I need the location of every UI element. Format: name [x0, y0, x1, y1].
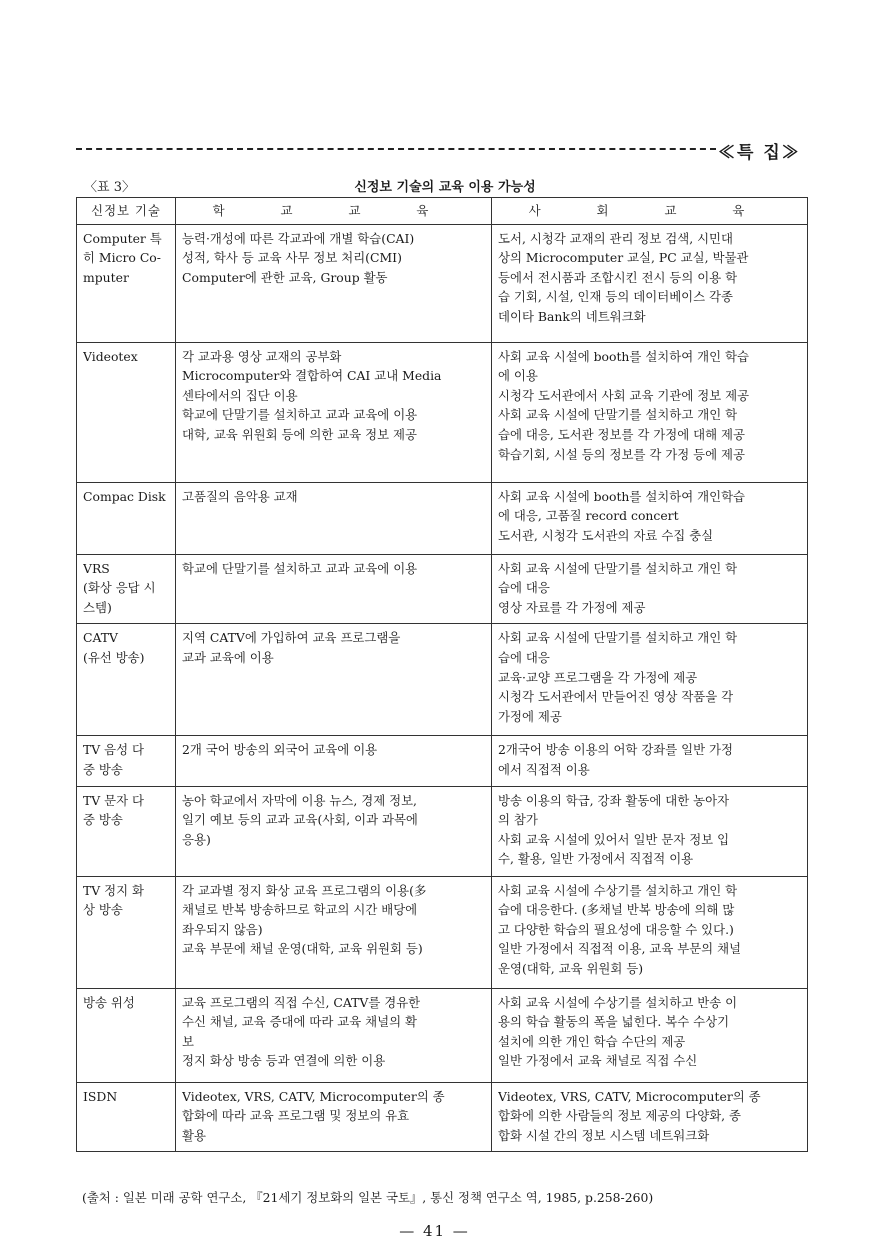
cell-tech — [77, 786, 176, 876]
header-social: 사 회 교 육 — [492, 198, 808, 225]
table-row — [77, 988, 808, 1082]
table-row — [77, 224, 808, 342]
cell-tech — [77, 554, 176, 624]
cell-text-line: TV 문자 다 — [83, 792, 144, 808]
table-row — [77, 736, 808, 786]
cell-text-line: 대학, 교육 위원회 등에 의한 교육 정보 제공 — [182, 426, 417, 442]
cell-text-line: 시청각 도서관에서 사회 교육 기관에 정보 제공 — [498, 387, 750, 403]
cell-text-line: 습에 대응, 도서관 정보를 각 가정에 대해 제공 — [498, 426, 745, 442]
table-row — [77, 482, 808, 554]
header-divider — [76, 148, 716, 150]
cell-text-line: 합화에 의한 사람들의 정보 제공의 다양화, 종 — [498, 1108, 742, 1124]
cell-school — [176, 224, 492, 342]
cell-text-line: 능력·개성에 따른 각교과에 개별 학습(CAI) — [182, 230, 415, 246]
cell-text-line: Computer에 관한 교육, Group 활동 — [182, 269, 388, 285]
cell-social — [492, 624, 808, 736]
table-row — [77, 624, 808, 736]
cell-text-line: 지역 CATV에 가입하여 교육 프로그램을 — [182, 630, 401, 646]
cell-text-line: 합화 시설 간의 정보 시스템 네트워크화 — [498, 1127, 710, 1143]
cell-text-line: Videotex, VRS, CATV, Microcomputer의 종 — [498, 1088, 761, 1104]
cell-text-line: 에서 직접적 이용 — [498, 761, 590, 777]
cell-tech — [77, 482, 176, 554]
cell-text-line: 습에 대응 — [498, 649, 550, 665]
cell-text-line: 시청각 도서관에서 만들어진 영상 작품을 각 — [498, 689, 734, 705]
table-row — [77, 1082, 808, 1152]
cell-text-line: 센타에서의 집단 이용 — [182, 387, 298, 403]
cell-text-line: 보 — [182, 1033, 194, 1049]
cell-text-line: 교육 부문에 채널 운영(대학, 교육 위원회 등) — [182, 941, 423, 957]
cell-text-line: 상 방송 — [83, 902, 123, 918]
cell-text-line: 히 Micro Co- — [83, 250, 161, 266]
cell-text-line: 도서, 시청각 교재의 관리 정보 검색, 시민대 — [498, 230, 733, 246]
cell-school — [176, 1082, 492, 1152]
cell-text-line: 에 대응, 고품질 record concert — [498, 508, 679, 524]
cell-text-line: Videotex — [83, 348, 138, 364]
cell-text-line: 각 교과별 정지 화상 교육 프로그램의 이용(多 — [182, 882, 427, 898]
cell-tech — [77, 224, 176, 342]
cell-text-line: 사회 교육 시설에 있어서 일반 문자 정보 입 — [498, 831, 730, 847]
cell-text-line: 농아 학교에서 자막에 이용 뉴스, 경제 정보, — [182, 792, 417, 808]
cell-text-line: 등에서 전시품과 조합시킨 전시 등의 이용 학 — [498, 269, 738, 285]
cell-text-line: Computer 특 — [83, 230, 162, 246]
cell-social — [492, 876, 808, 988]
cell-social — [492, 736, 808, 786]
table-row — [77, 342, 808, 482]
cell-tech — [77, 988, 176, 1082]
cell-text-line: 학습기회, 시설 등의 정보를 각 가정 등에 제공 — [498, 446, 745, 462]
cell-school — [176, 624, 492, 736]
cell-text-line: 교과 교육에 이용 — [182, 649, 274, 665]
cell-text-line: 사회 교육 시설에 booth를 설치하여 개인 학습 — [498, 348, 749, 364]
cell-text-line: 수, 활용, 일반 가정에서 직접적 이용 — [498, 851, 694, 867]
cell-text-line: VRS — [83, 560, 110, 576]
cell-text-line: 학교에 단말기를 설치하고 교과 교육에 이용 — [182, 560, 418, 576]
cell-text-line: 사회 교육 시설에 단말기를 설치하고 개인 학 — [498, 560, 738, 576]
cell-tech — [77, 342, 176, 482]
cell-text-line: Videotex, VRS, CATV, Microcomputer의 종 — [182, 1088, 445, 1104]
cell-text-line: (유선 방송) — [83, 649, 145, 665]
cell-text-line: 방송 위성 — [83, 994, 135, 1010]
page-number: — 41 — — [399, 1222, 470, 1240]
table-label: 〈표 3〉 — [84, 180, 135, 195]
cell-text-line: 사회 교육 시설에 수상기를 설치하고 개인 학 — [498, 882, 738, 898]
cell-school — [176, 736, 492, 786]
table-title: 신정보 기술의 교육 이용 가능성 — [354, 180, 536, 195]
cell-text-line: 일기 예보 등의 교과 교육(사회, 이과 과목에 — [182, 812, 418, 828]
cell-tech — [77, 876, 176, 988]
cell-text-line: 사회 교육 시설에 단말기를 설치하고 개인 학 — [498, 407, 738, 423]
cell-text-line: 교육·교양 프로그램을 각 가정에 제공 — [498, 669, 698, 685]
cell-social — [492, 554, 808, 624]
cell-text-line: 2개 국어 방송의 외국어 교육에 이용 — [182, 742, 378, 758]
cell-text-line: 습에 대응한다. (多채널 반복 방송에 의해 많 — [498, 902, 735, 918]
cell-text-line: 상의 Microcomputer 교실, PC 교실, 박물관 — [498, 250, 749, 266]
table-header-row — [77, 198, 808, 225]
table-row — [77, 876, 808, 988]
cell-text-line: 방송 이용의 학급, 강좌 활동에 대한 농아자 — [498, 792, 730, 808]
cell-text-line: 일반 가정에서 직접적 이용, 교육 부문의 채널 — [498, 941, 742, 957]
cell-text-line: CATV — [83, 630, 118, 646]
cell-text-line: 용의 학습 활동의 폭을 넓힌다. 복수 수상기 — [498, 1014, 730, 1030]
cell-text-line: 도서관, 시청각 도서관의 자료 수집 충실 — [498, 527, 714, 543]
cell-text-line: Microcomputer와 결합하여 CAI 교내 Media — [182, 368, 442, 384]
cell-text-line: Compac Disk — [83, 488, 166, 504]
cell-text-line: 사회 교육 시설에 단말기를 설치하고 개인 학 — [498, 630, 738, 646]
cell-text-line: 좌우되지 않음) — [182, 921, 263, 937]
cell-text-line: 고 다양한 학습의 필요성에 대응할 수 있다.) — [498, 921, 734, 937]
table-row — [77, 554, 808, 624]
cell-text-line: (화상 응답 시 — [83, 580, 156, 596]
cell-text-line: 일반 가정에서 교육 채널로 직접 수신 — [498, 1053, 698, 1069]
cell-text-line: 교육 프로그램의 직접 수신, CATV를 경유한 — [182, 994, 421, 1010]
cell-text-line: 활용 — [182, 1127, 206, 1143]
cell-text-line: 사회 교육 시설에 booth를 설치하여 개인학습 — [498, 488, 746, 504]
header-school: 학 교 교 육 — [176, 198, 492, 225]
cell-text-line: 습 기회, 시설, 인재 등의 데이터베이스 각종 — [498, 289, 733, 305]
cell-text-line: 운영(대학, 교육 위원회 등) — [498, 960, 644, 976]
cell-text-line: 가정에 제공 — [498, 708, 562, 724]
cell-text-line: 의 참가 — [498, 812, 538, 828]
cell-text-line: 2개국어 방송 이용의 어학 강좌를 일반 가정 — [498, 742, 733, 758]
cell-text-line: 채널로 반복 방송하므로 학교의 시간 배당에 — [182, 902, 418, 918]
cell-text-line: 성적, 학사 등 교육 사무 정보 처리(CMI) — [182, 250, 402, 266]
cell-school — [176, 342, 492, 482]
cell-tech — [77, 736, 176, 786]
header-tech: 신정보 기술 — [77, 198, 176, 225]
cell-social — [492, 482, 808, 554]
cell-tech — [77, 1082, 176, 1152]
cell-text-line: 사회 교육 시설에 수상기를 설치하고 반송 이 — [498, 994, 738, 1010]
cell-school — [176, 988, 492, 1082]
cell-text-line: TV 음성 다 — [83, 742, 144, 758]
tech-education-table — [76, 197, 808, 1152]
cell-social — [492, 988, 808, 1082]
cell-school — [176, 786, 492, 876]
cell-text-line: 학교에 단말기를 설치하고 교과 교육에 이용 — [182, 407, 418, 423]
table-row — [77, 786, 808, 876]
cell-school — [176, 482, 492, 554]
source-citation: (출처 : 일본 미래 공학 연구소, 『21세기 정보화의 일본 국토』, 통신 정책 연구소 역, 1985, p.258-260) — [82, 1190, 654, 1205]
cell-text-line: mputer — [83, 269, 129, 285]
cell-text-line: 응용) — [182, 831, 211, 847]
cell-tech — [77, 624, 176, 736]
cell-text-line: 합화에 따라 교육 프로그램 및 정보의 유효 — [182, 1108, 410, 1124]
cell-text-line: ISDN — [83, 1088, 118, 1104]
cell-social — [492, 1082, 808, 1152]
cell-text-line: 각 교과용 영상 교재의 공부화 — [182, 348, 342, 364]
cell-text-line: 데이타 Bank의 네트워크화 — [498, 308, 646, 324]
cell-text-line: 고품질의 음악용 교재 — [182, 488, 298, 504]
cell-school — [176, 876, 492, 988]
cell-social — [492, 786, 808, 876]
section-tag: ≪특 집≫ — [718, 143, 801, 163]
cell-text-line: 습에 대응 — [498, 580, 550, 596]
cell-text-line: 영상 자료를 각 가정에 제공 — [498, 599, 646, 615]
cell-text-line: TV 정지 화 — [83, 882, 144, 898]
cell-text-line: 중 방송 — [83, 761, 123, 777]
cell-text-line: 스템) — [83, 599, 112, 615]
cell-social — [492, 224, 808, 342]
cell-school — [176, 554, 492, 624]
cell-social — [492, 342, 808, 482]
cell-text-line: 수신 채널, 교육 증대에 따라 교육 채널의 확 — [182, 1014, 417, 1030]
cell-text-line: 중 방송 — [83, 812, 123, 828]
cell-text-line: 정지 화상 방송 등과 연결에 의한 이용 — [182, 1053, 386, 1069]
cell-text-line: 설치에 의한 개인 학습 수단의 제공 — [498, 1033, 686, 1049]
cell-text-line: 에 이용 — [498, 368, 538, 384]
